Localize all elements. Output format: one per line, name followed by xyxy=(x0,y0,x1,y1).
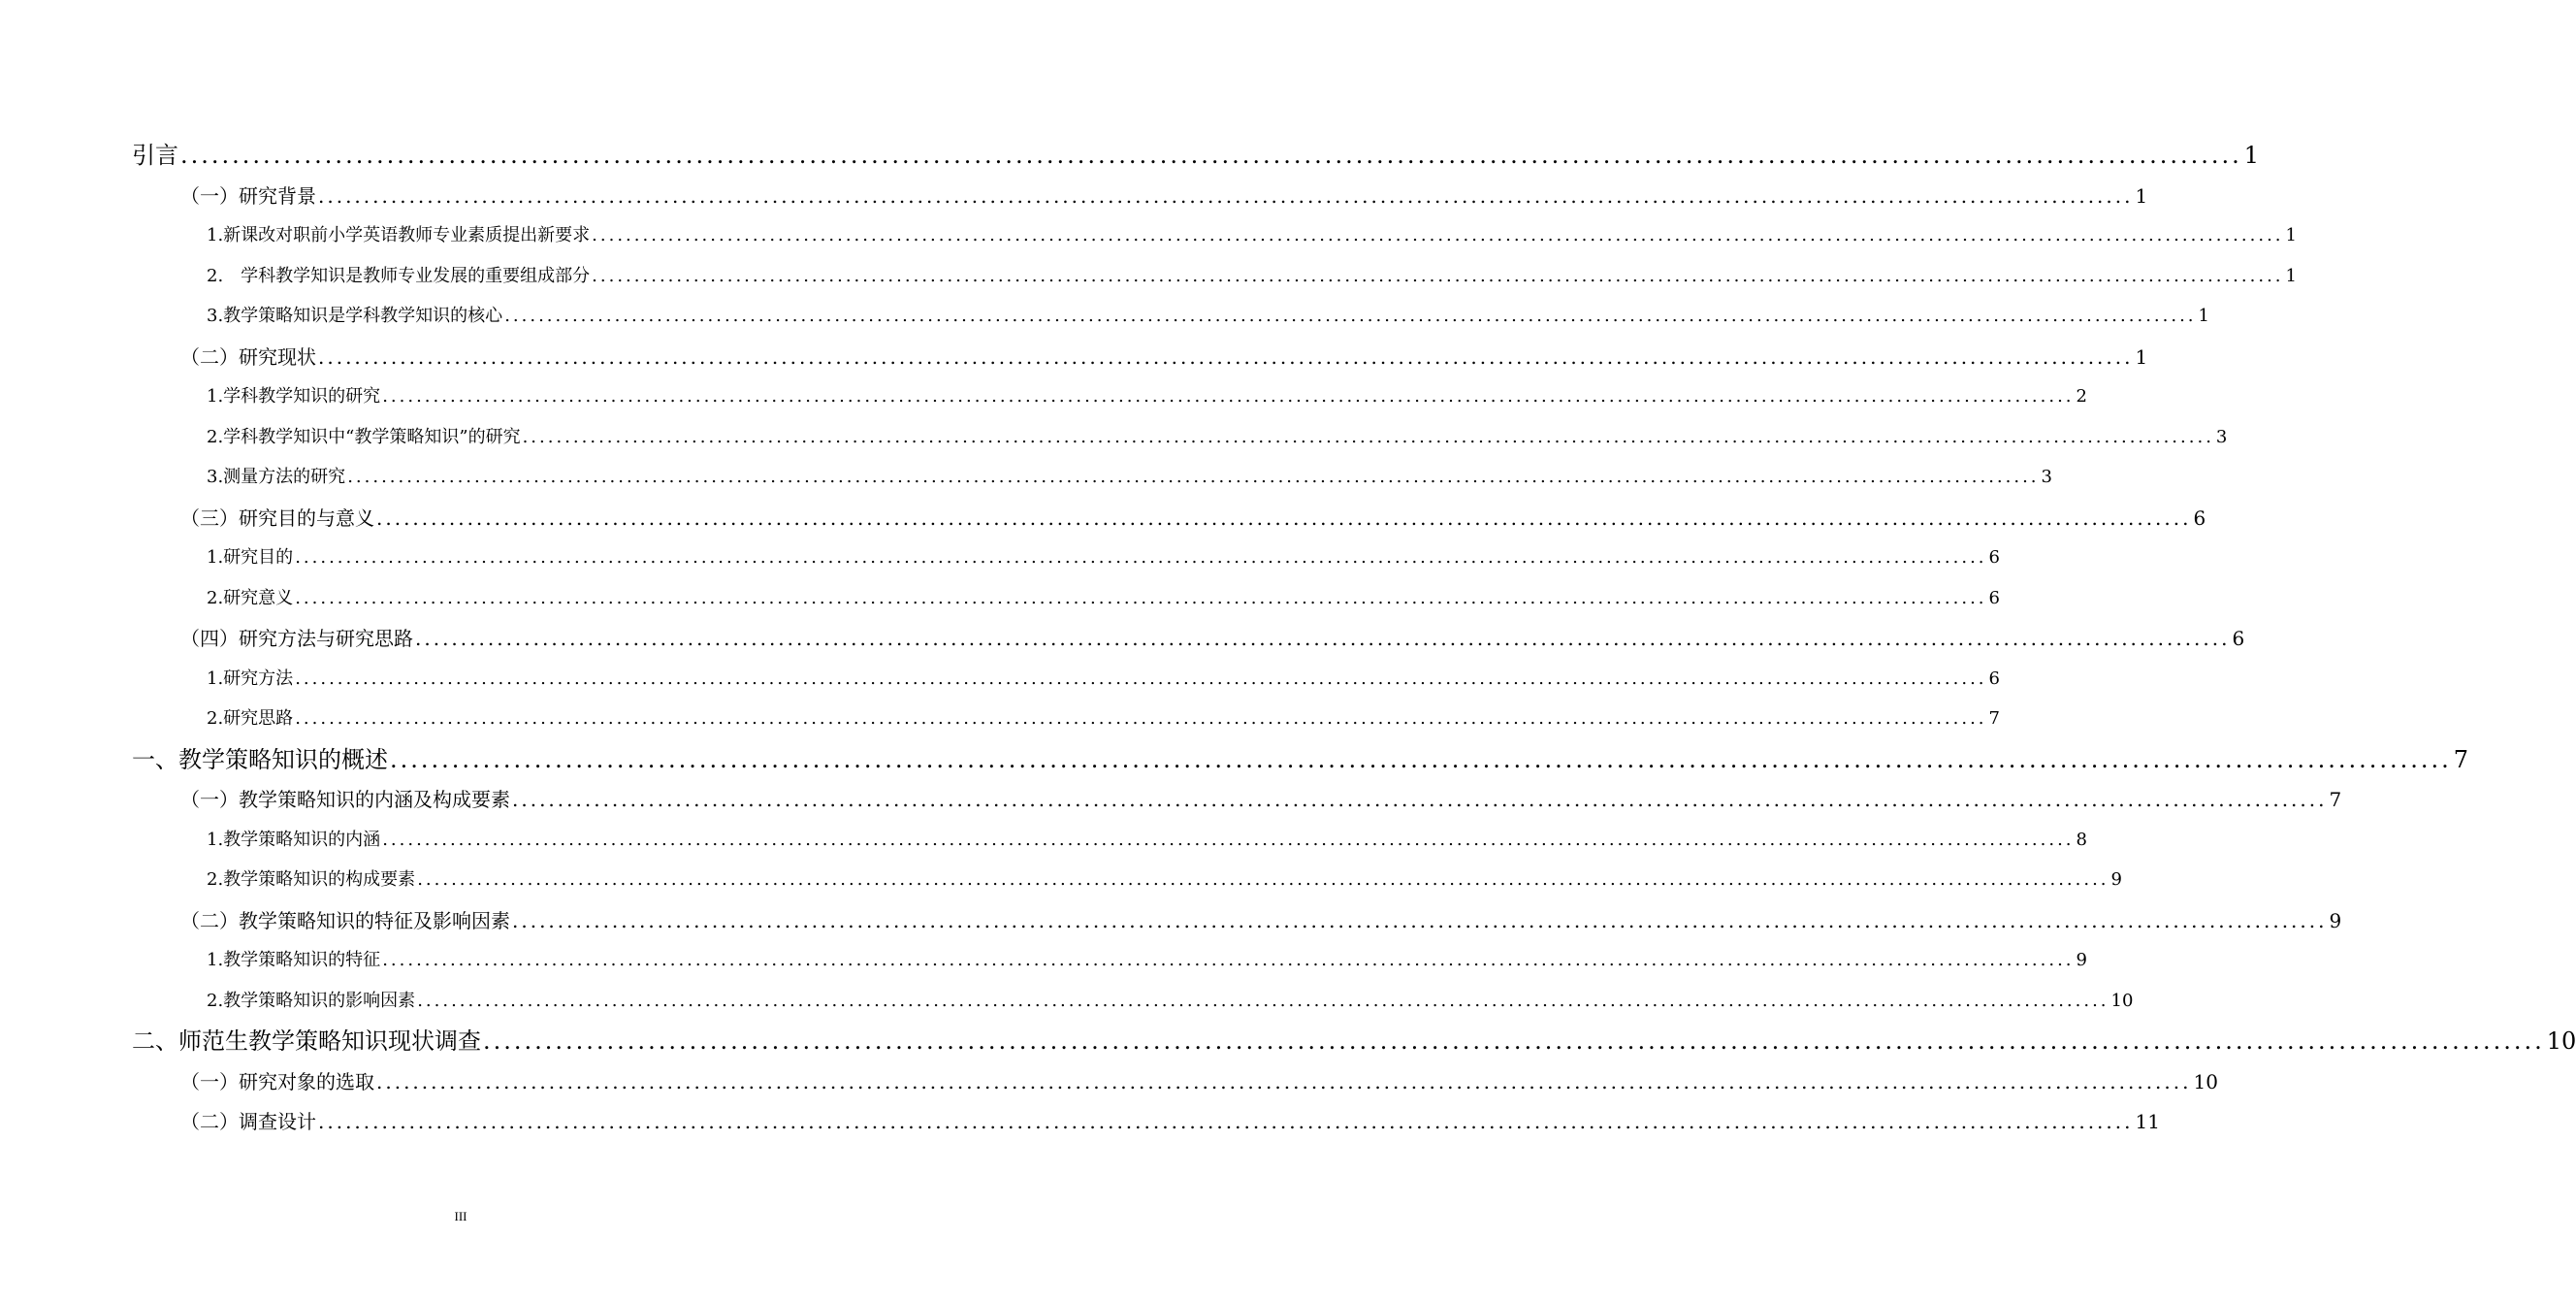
toc-dot-leader: ........................................................................................................................................................................................................ xyxy=(512,909,2328,932)
toc-entry-level-3[interactable] xyxy=(207,218,2297,253)
toc-entry-page-number: 9 xyxy=(2076,950,2087,970)
toc-entry-page-number: 6 xyxy=(1988,668,2000,689)
toc-entry-page-number: 10 xyxy=(2546,1027,2576,1055)
toc-entry-level-1[interactable] xyxy=(132,742,2469,777)
toc-entry-page-number: 3 xyxy=(2041,467,2052,487)
toc-dot-leader: ........................................................................................................................................................................................................ xyxy=(295,588,1987,608)
toc-entry-level-3[interactable] xyxy=(207,863,2122,897)
toc-entry-level-2[interactable] xyxy=(180,179,2148,213)
toc-entry-page-number: 6 xyxy=(1988,547,2000,568)
toc-entry-page-number: 1 xyxy=(2285,225,2297,245)
toc-dot-leader: ........................................................................................................................................................................................................ xyxy=(592,266,2284,286)
toc-entry-level-3[interactable] xyxy=(207,823,2087,858)
toc-entry-level-3[interactable] xyxy=(207,943,2087,978)
toc-dot-leader: ........................................................................................................................................................................................................ xyxy=(318,184,2134,208)
toc-dot-leader: ........................................................................................................................................................................................................ xyxy=(376,1070,2192,1093)
toc-entry-title: （二）研究现状 xyxy=(180,345,316,369)
toc-entry-title: 3.测量方法的研究 xyxy=(207,467,346,487)
toc-entry-title: 一、教学策略知识的概述 xyxy=(132,746,388,773)
toc-entry-page-number: 1 xyxy=(2243,142,2260,169)
toc-entry-level-3[interactable] xyxy=(207,984,2134,1019)
toc-dot-leader: ........................................................................................................................................................................................................ xyxy=(376,506,2192,530)
toc-entry-title: （一）研究对象的选取 xyxy=(180,1070,374,1093)
toc-entry-title: 2.研究思路 xyxy=(207,708,294,729)
toc-dot-leader: ........................................................................................................................................................................................................ xyxy=(592,225,2284,245)
toc-dot-leader: ........................................................................................................................................................................................................ xyxy=(415,627,2231,650)
toc-entry-title: 2.学科教学知识中“教学策略知识”的研究 xyxy=(207,427,521,447)
toc-entry-title: 2.教学策略知识的影响因素 xyxy=(207,991,416,1011)
toc-dot-leader: ........................................................................................................................................................................................................ xyxy=(318,1110,2134,1133)
toc-entry-title: （二）教学策略知识的特征及影响因素 xyxy=(180,909,510,932)
toc-dot-leader: ........................................................................................................................................................................................................ xyxy=(417,869,2109,890)
toc-entry-title: 2.研究意义 xyxy=(207,588,294,608)
toc-entry-level-3[interactable] xyxy=(207,379,2087,414)
toc-entry-level-3[interactable] xyxy=(207,581,2000,616)
toc-dot-leader: ........................................................................................................................................................................................................ xyxy=(504,306,2197,326)
toc-entry-page-number: 10 xyxy=(2110,991,2134,1011)
toc-dot-leader: ........................................................................................................................................................................................................ xyxy=(180,142,2242,169)
toc-entry-title: 2.教学策略知识的构成要素 xyxy=(207,869,416,890)
toc-entry-level-2[interactable] xyxy=(180,340,2148,375)
toc-entry-title: 1.学科教学知识的研究 xyxy=(207,386,381,407)
toc-dot-leader: ........................................................................................................................................................................................................ xyxy=(295,668,1987,689)
toc-entry-page-number: 3 xyxy=(2215,427,2228,447)
toc-entry-page-number: 9 xyxy=(2329,909,2342,932)
toc-dot-leader: ........................................................................................................................................................................................................ xyxy=(417,991,2109,1011)
toc-entry-level-3[interactable] xyxy=(207,259,2297,294)
toc-entry-level-3[interactable] xyxy=(207,299,2209,334)
toc-entry-level-2[interactable] xyxy=(180,782,2342,817)
toc-entry-page-number: 1 xyxy=(2135,345,2148,369)
toc-entry-title: 2. 学科教学知识是教师专业发展的重要组成部分 xyxy=(207,266,591,286)
toc-entry-title: 1.教学策略知识的特征 xyxy=(207,950,381,970)
toc-dot-leader: ........................................................................................................................................................................................................ xyxy=(382,950,2075,970)
toc-entry-title: 3.教学策略知识是学科教学知识的核心 xyxy=(207,306,503,326)
toc-dot-leader: ........................................................................................................................................................................................................ xyxy=(318,345,2134,369)
toc-entry-title: （一）教学策略知识的内涵及构成要素 xyxy=(180,788,510,811)
toc-entry-level-2[interactable] xyxy=(180,1104,2160,1139)
toc-dot-leader: ........................................................................................................................................................................................................ xyxy=(522,427,2214,447)
toc-entry-title: 1.研究方法 xyxy=(207,668,294,689)
toc-entry-level-2[interactable] xyxy=(180,903,2342,938)
toc-entry-page-number: 9 xyxy=(2110,869,2122,890)
toc-dot-leader: ........................................................................................................................................................................................................ xyxy=(512,788,2328,811)
toc-entry-level-1[interactable] xyxy=(132,1024,2576,1059)
toc-entry-level-3[interactable] xyxy=(207,701,2000,736)
toc-dot-leader: ........................................................................................................................................................................................................ xyxy=(347,467,2040,487)
toc-entry-page-number: 10 xyxy=(2193,1070,2218,1093)
toc-entry-page-number: 1 xyxy=(2285,266,2297,286)
toc-entry-title: 1.教学策略知识的内涵 xyxy=(207,830,381,850)
toc-entry-page-number: 7 xyxy=(2453,746,2469,773)
toc-entry-level-2[interactable] xyxy=(180,1064,2218,1099)
toc-dot-leader: ........................................................................................................................................................................................................ xyxy=(382,830,2075,850)
toc-entry-title: （一）研究背景 xyxy=(180,184,316,208)
toc-dot-leader: ........................................................................................................................................................................................................ xyxy=(295,708,1987,729)
toc-entry-level-3[interactable] xyxy=(207,460,2052,495)
toc-entry-level-3[interactable] xyxy=(207,662,2000,697)
toc-entry-page-number: 7 xyxy=(1988,708,2000,729)
toc-entry-title: （二）调查设计 xyxy=(180,1110,316,1133)
toc-dot-leader: ........................................................................................................................................................................................................ xyxy=(382,386,2075,407)
toc-entry-title: （四）研究方法与研究思路 xyxy=(180,627,413,650)
toc-entry-page-number: 11 xyxy=(2135,1110,2160,1133)
toc-entry-level-1[interactable] xyxy=(132,138,2260,173)
toc-entry-page-number: 1 xyxy=(2198,306,2209,326)
toc-entry-page-number: 2 xyxy=(2076,386,2087,407)
toc-entry-title: （三）研究目的与意义 xyxy=(180,506,374,530)
toc-entry-page-number: 6 xyxy=(2193,506,2206,530)
toc-entry-title: 1.研究目的 xyxy=(207,547,294,568)
toc-entry-level-2[interactable] xyxy=(180,501,2206,536)
toc-entry-title: 引言 xyxy=(132,142,178,169)
toc-dot-leader: ........................................................................................................................................................................................................ xyxy=(295,547,1987,568)
toc-entry-title: 二、师范生教学策略知识现状调查 xyxy=(132,1027,481,1055)
toc-entry-page-number: 1 xyxy=(2135,184,2148,208)
toc-entry-page-number: 6 xyxy=(1988,588,2000,608)
toc-entry-level-3[interactable] xyxy=(207,420,2228,455)
toc-entry-level-3[interactable] xyxy=(207,540,2000,575)
toc-entry-title: 1.新课改对职前小学英语教师专业素质提出新要求 xyxy=(207,225,591,245)
toc-entry-page-number: 8 xyxy=(2076,830,2087,850)
page-footer-number: III xyxy=(454,1209,467,1223)
toc-entry-page-number: 7 xyxy=(2329,788,2342,811)
toc-dot-leader: ........................................................................................................................................................................................................ xyxy=(483,1027,2545,1055)
toc-entry-page-number: 6 xyxy=(2232,627,2245,650)
toc-dot-leader: ........................................................................................................................................................................................................ xyxy=(390,746,2452,773)
toc-entry-level-2[interactable] xyxy=(180,621,2245,656)
